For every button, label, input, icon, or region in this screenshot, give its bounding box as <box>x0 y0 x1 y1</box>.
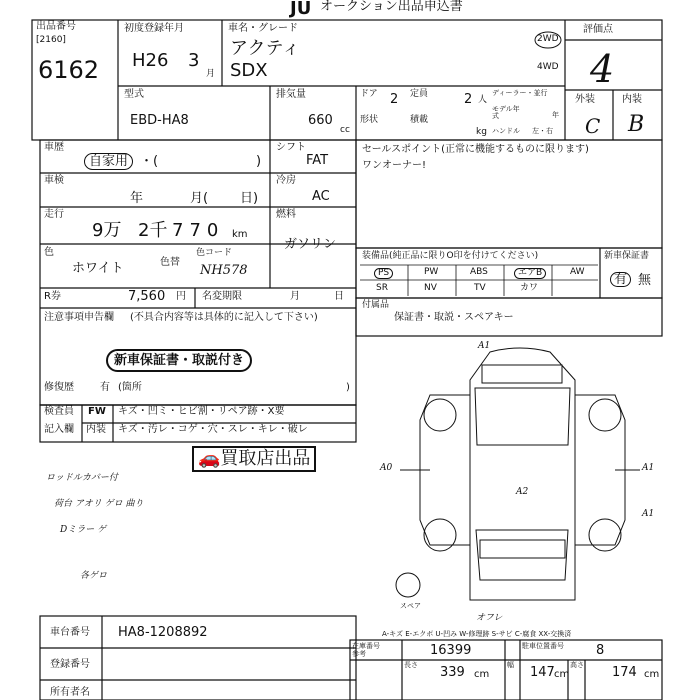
doors-value: 2 <box>390 92 399 107</box>
mark-right: A1 <box>642 463 655 473</box>
sundries-label: 付属品 <box>362 300 390 310</box>
registration-label: 初度登録年月 <box>124 23 184 34</box>
notes-hint: (不具合内容等は具体的に記入して下さい) <box>130 312 318 323</box>
warranty-label: 新車保証書 <box>604 251 650 261</box>
warranty-stamp: 新車保証書・取説付き <box>106 349 252 372</box>
dealer-label: ディーラー・並行 <box>492 89 548 97</box>
mark-left: A0 <box>380 463 393 473</box>
damage-legend: A-キズ E-エクボ U-凹み W-修理跡 S-サビ C-腐食 XX-交換済 <box>382 630 572 638</box>
handwritten-note-1: ロッドルカバー付 <box>46 473 118 483</box>
height-unit: cm <box>644 669 660 680</box>
chassis-label: 車台番号 <box>50 627 90 638</box>
equip-aw: AW <box>570 267 585 277</box>
model-year-label: モデル年式 <box>492 105 520 120</box>
notes-label: 注意事項申告欄 <box>44 312 114 323</box>
lot-number: 6162 <box>38 56 100 84</box>
recycle-unit: 円 <box>176 291 186 302</box>
inspection-month-unit: 月( <box>190 191 209 206</box>
capacity-value: 2 <box>464 92 473 107</box>
equip-airbag: エアB <box>514 268 546 279</box>
handwritten-note-4: 各ゲロ <box>80 571 108 581</box>
sales-points-label: セールスポイント(正常に機能するものに限ります) <box>362 144 589 155</box>
repair-value: 有 <box>100 382 110 393</box>
spare-label: スペア <box>400 602 421 610</box>
inspection-day-unit: 日) <box>240 191 259 206</box>
bottom-note: オフレ <box>476 613 503 623</box>
model-year-unit: 年 <box>552 111 559 119</box>
buy-shop-stamp <box>192 446 316 472</box>
drive-2wd: 2WD <box>537 34 559 44</box>
length-unit: cm <box>474 669 490 680</box>
equip-nv: NV <box>424 283 437 293</box>
stock-value: 16399 <box>430 643 472 658</box>
fw-label: FW <box>88 406 106 417</box>
displacement-label: 排気量 <box>276 89 306 100</box>
color-value: ホワイト <box>72 261 124 276</box>
model-name: アクティ <box>230 38 301 59</box>
height-label: 高さ <box>570 661 584 669</box>
mileage-sen: 2千 <box>138 220 168 241</box>
shift-value: FAT <box>306 153 329 168</box>
inspector-label-2: 記入欄 <box>44 424 74 435</box>
mileage-rest: 770 <box>172 220 225 241</box>
capacity-label: 定員 <box>410 89 429 99</box>
handwritten-note-3: Dミラー ゲ <box>60 525 107 535</box>
capacity-unit: 人 <box>478 95 488 105</box>
sundries-value: 保証書・取説・スペアキー <box>394 312 514 323</box>
interior-grade: B <box>628 112 645 137</box>
mark-front: A1 <box>478 341 491 351</box>
exterior-label: 外装 <box>575 94 595 105</box>
buy-shop-text: 買取店出品 <box>220 448 311 469</box>
inspection-label: 車検 <box>44 175 64 186</box>
steering-label: ハンドル <box>492 127 520 135</box>
car-diagram <box>396 348 640 600</box>
logo: JU <box>290 0 312 19</box>
equip-tv: TV <box>474 283 486 293</box>
interior-items: キズ・汚レ・コゲ・穴・スレ・キレ・破レ <box>118 424 308 435</box>
width-unit: cm <box>554 669 570 680</box>
form-title: オークション出品申込書 <box>320 0 463 14</box>
warranty-yes: 有 <box>610 272 631 287</box>
recycle-label: R券 <box>44 291 61 302</box>
month-unit: 月 <box>206 69 216 79</box>
model-grade: SDX <box>230 60 268 81</box>
history-close: ) <box>256 154 262 169</box>
equip-ps: PS <box>374 268 393 279</box>
color-label: 色 <box>44 247 54 258</box>
stock-ref-label: 参考 <box>352 650 366 658</box>
fuel-label: 燃料 <box>276 209 296 220</box>
inspection-year-unit: 年 <box>130 191 144 206</box>
type-label: 型式 <box>124 89 144 100</box>
length-value: 339 <box>440 665 465 680</box>
mileage-man: 9万 <box>92 220 122 241</box>
reg-number-label: 登録番号 <box>50 659 90 670</box>
color-code-label: 色コード <box>196 248 233 258</box>
history-rest: ・( <box>140 154 159 169</box>
inspector-label-1: 検査員 <box>44 406 74 417</box>
drive-4wd: 4WD <box>537 62 559 72</box>
model-label: 車名・グレード <box>228 23 298 34</box>
displacement-value: 660 <box>308 113 333 128</box>
evaluation-score: 4 <box>590 47 615 91</box>
interior-label: 内装 <box>622 94 642 105</box>
history-label: 車歴 <box>44 142 64 153</box>
owner-label: 所有者名 <box>50 687 90 698</box>
auction-code: [2160] <box>36 35 66 45</box>
equip-pw: PW <box>424 267 439 277</box>
title-transfer-month: 月 <box>290 291 300 302</box>
equip-leather: カワ <box>520 283 539 293</box>
height-value: 174 <box>612 665 637 680</box>
registration-month: 3 <box>188 50 200 71</box>
seats-value: 8 <box>596 643 605 658</box>
length-label: 長さ <box>404 661 418 669</box>
sales-points-value: ワンオーナー! <box>362 160 427 171</box>
fw-items: キズ・凹ミ・ヒビ割・リペア跡・X要 <box>118 406 285 417</box>
cooling-value: AC <box>312 189 330 204</box>
steering-options: 左・右 <box>532 127 553 135</box>
handwritten-note-2: 荷台 アオリ ゲロ 曲り <box>54 499 144 509</box>
mark-right-rear: A1 <box>642 509 655 519</box>
warranty-no: 無 <box>638 273 652 288</box>
history-value: 自家用 <box>84 153 133 170</box>
fuel-value: ガソリン <box>284 237 337 252</box>
seats-label: 駐車位置番号 <box>522 642 564 650</box>
car-icon: 🚗 <box>198 448 221 469</box>
equip-sr: SR <box>376 283 388 293</box>
repair-sub: (箇所 <box>118 382 142 393</box>
stock-label: 在庫番号 <box>352 642 380 650</box>
repair-label: 修復歴 <box>44 382 74 393</box>
evaluation-label: 評価点 <box>583 24 613 35</box>
registration-year: H26 <box>132 50 169 71</box>
color-code: NH578 <box>200 263 248 278</box>
displacement-unit: cc <box>340 125 350 135</box>
doors-label: ドア <box>360 89 378 99</box>
equipment-label: 装備品(純正品に限りO印を付けてください) <box>362 251 539 261</box>
recycle-value: 7,560 <box>128 289 166 304</box>
title-transfer-day: 日 <box>334 291 344 302</box>
interior-items-label: 内装 <box>86 424 106 435</box>
chassis-value: HA8-1208892 <box>118 625 208 640</box>
load-unit: kg <box>476 127 487 137</box>
mileage-label: 走行 <box>44 209 64 220</box>
load-label: 積載 <box>410 115 429 125</box>
repair-close: ) <box>346 382 350 393</box>
exterior-grade: C <box>585 114 601 138</box>
lot-label: 出品番号 <box>36 21 76 32</box>
mark-center: A2 <box>516 487 529 497</box>
cooling-label: 冷房 <box>276 175 296 186</box>
type-value: EBD-HA8 <box>130 113 189 128</box>
shape-label: 形状 <box>360 115 379 125</box>
equip-abs: ABS <box>470 267 488 277</box>
width-label: 幅 <box>507 661 514 669</box>
color-change-label: 色替 <box>160 257 180 268</box>
width-value: 147 <box>530 665 555 680</box>
shift-label: シフト <box>276 142 306 153</box>
mileage-unit: km <box>232 229 248 240</box>
title-transfer-label: 名変期限 <box>202 291 242 302</box>
